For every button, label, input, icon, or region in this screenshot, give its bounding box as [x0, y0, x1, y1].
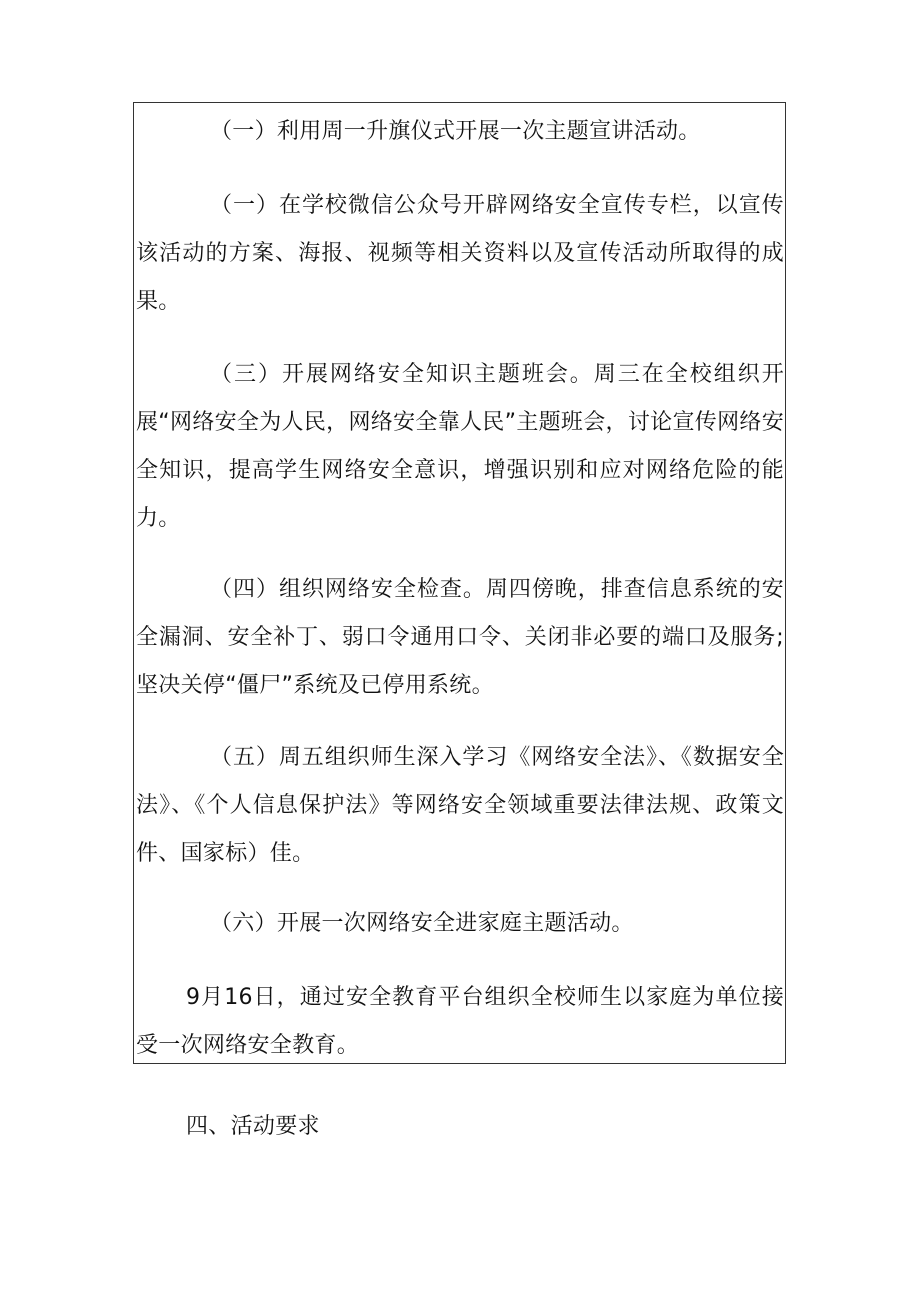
paragraph-2: （一）在学校微信公众号开辟网络安全宣传专栏，以宣传该活动的方案、海报、视频等相关资料以及宣传活动所取得的成果。 [136, 193, 784, 314]
paragraph-5: （五）周五组织师生深入学习《网络安全法》、《数据安全法》、《个人信息保护法》等网络安全领域重要法律法规、政策文件、国家标）佳。 [136, 745, 784, 866]
paragraph-1: （一）利用周一升旗仪式开展一次主题宣讲活动。 [210, 119, 701, 144]
paragraph-3: （三）开展网络安全知识主题班会。周三在全校组织开展“网络安全为人民，网络安全靠人民”主题班会，讨论宣传网络安全知识，提高学生网络安全意识，增强识别和应对网络危险的能力。 [136, 362, 784, 531]
paragraph-7: 9月16日，通过安全教育平台组织全校师生以家庭为单位接受一次网络安全教育。 [136, 985, 784, 1058]
paragraph-4: （四）组织网络安全检查。周四傍晚，排查信息系统的安全漏洞、安全补丁、弱口令通用口令、关闭非必要的端口及服务;坚决关停“僵尸”系统及已停用系统。 [136, 577, 784, 698]
section-heading: 四、活动要求 [186, 1114, 320, 1139]
paragraph-6: （六）开展一次网络安全进家庭主题活动。 [210, 911, 634, 936]
